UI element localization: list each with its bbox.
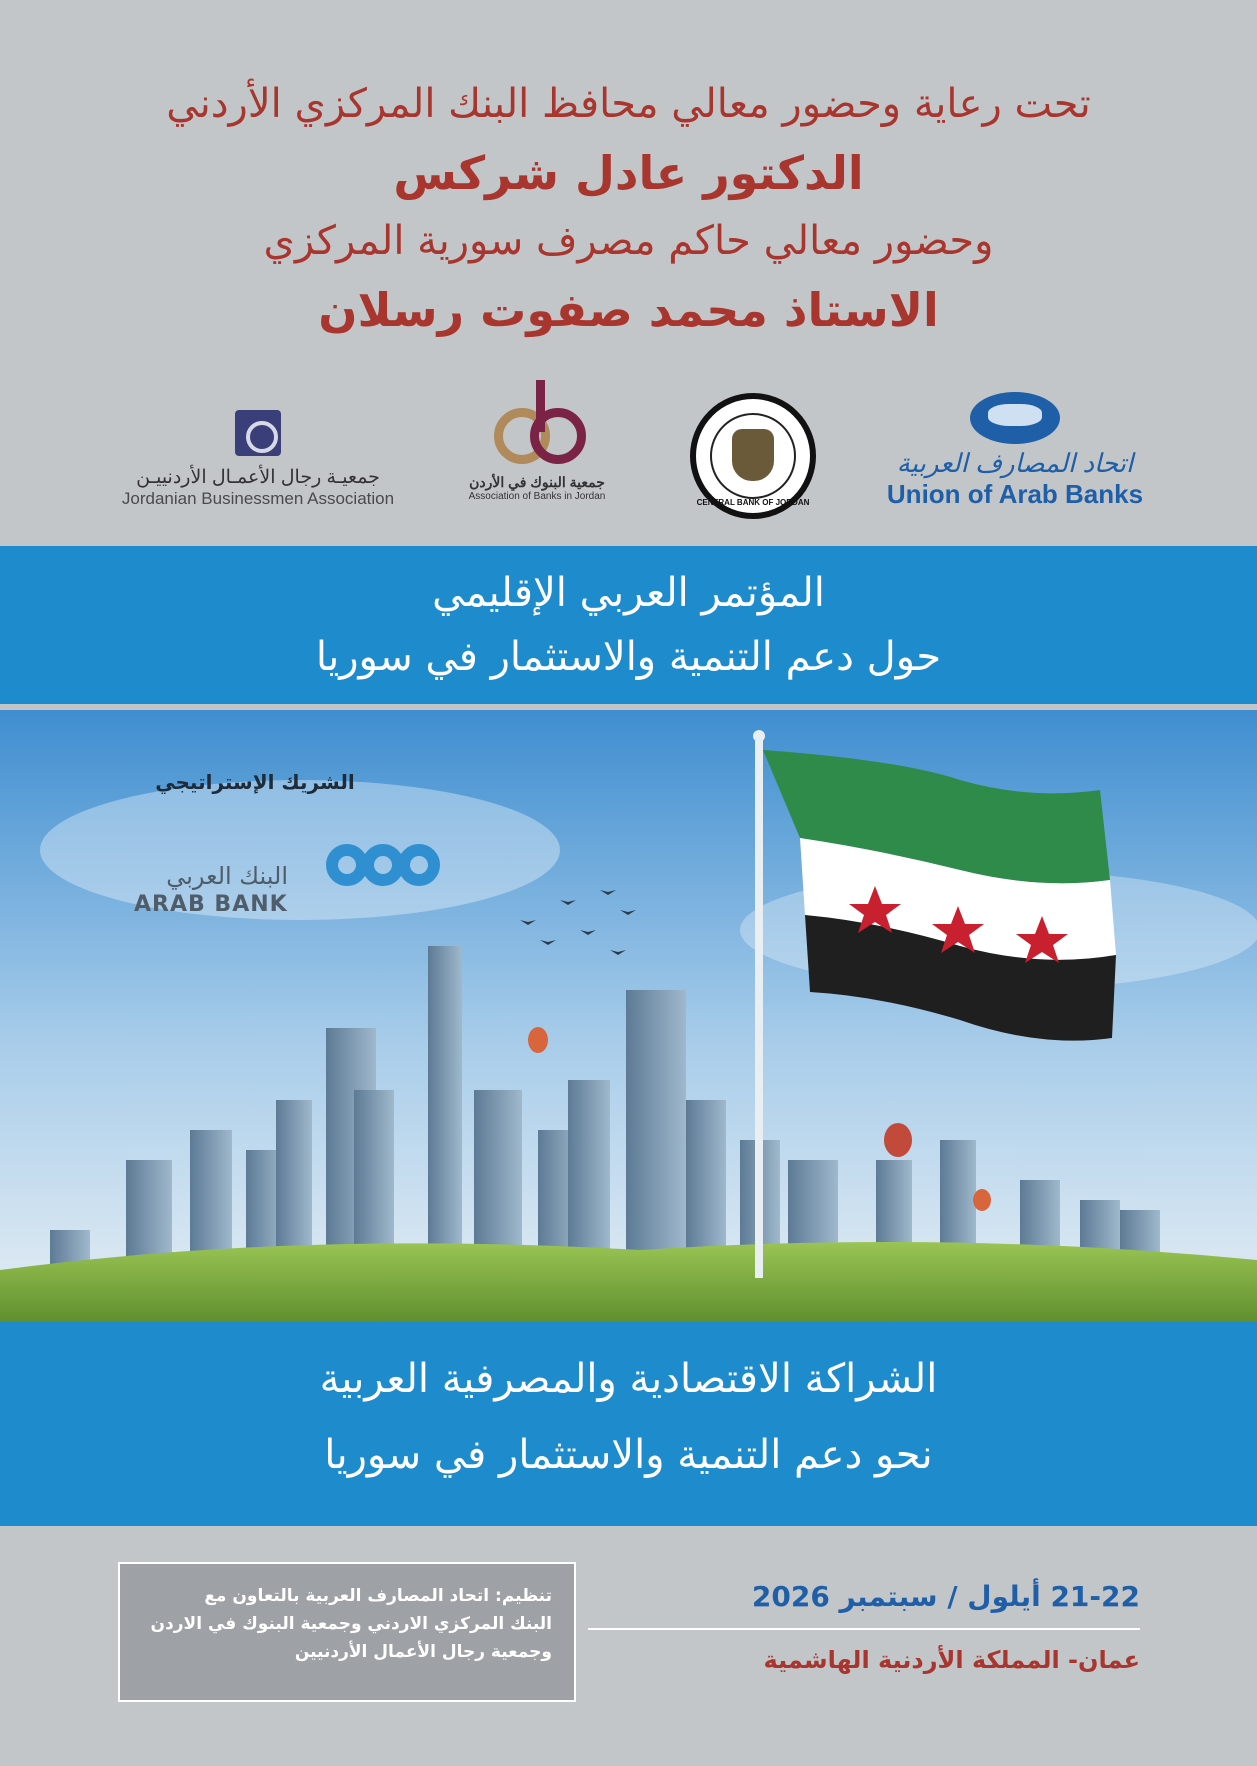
- jba-emblem-icon: [235, 410, 281, 456]
- organizers-box: [118, 1562, 576, 1702]
- footer-divider: [588, 1628, 1140, 1630]
- patronage-line-3: وحضور معالي حاكم مصرف سورية المركزي: [263, 218, 994, 265]
- uab-name-en: Union of Arab Banks: [886, 479, 1144, 509]
- patronage-line-1: تحت رعاية وحضور معالي محافظ البنك المركزي الأردني: [166, 81, 1091, 127]
- conference-title-band: [0, 546, 1257, 704]
- strategic-partner: [130, 770, 470, 917]
- governor-name: الدكتور عادل شركس: [393, 146, 864, 200]
- organizers-line-2: البنك المركزي الاردني وجمعية البنوك في الاردن: [150, 1614, 552, 1635]
- association-of-banks-logo: [452, 380, 622, 502]
- uab-emblem-icon: [970, 392, 1060, 444]
- theme-line-2: نحو دعم التنمية والاستثمار في سوريا: [324, 1432, 933, 1478]
- cbj-seal-text: CENTRAL BANK OF JORDAN: [696, 498, 810, 507]
- conference-title-line-1: المؤتمر العربي الإقليمي: [432, 570, 825, 616]
- patronage-header: [0, 80, 1257, 338]
- event-place: عمان- المملكة الأردنية الهاشمية: [763, 1646, 1140, 1674]
- syria-governor-name: الاستاذ محمد صفوت رسلان: [318, 283, 939, 338]
- organizers-line-1: تنظيم: اتحاد المصارف العربية بالتعاون مع: [204, 1586, 552, 1606]
- arab-bank-name-en: ARAB BANK: [134, 892, 288, 917]
- city-skyline-image: [0, 710, 1257, 1322]
- abj-name-en: Association of Banks in Jordan: [468, 491, 606, 502]
- theme-line-1: الشراكة الاقتصادية والمصرفية العربية: [319, 1356, 938, 1402]
- abj-name-ar: جمعية البنوك في الأردن: [469, 474, 605, 490]
- union-of-arab-banks-logo: [880, 392, 1150, 510]
- central-bank-of-jordan-seal: [690, 393, 816, 519]
- strategic-partner-label: الشريك الإستراتيجي: [155, 770, 355, 794]
- jba-name-ar: جمعيـة رجال الأعمـال الأردنييـن: [136, 467, 380, 488]
- theme-band: [0, 1322, 1257, 1526]
- conference-title-line-2: حول دعم التنمية والاستثمار في سوريا: [315, 634, 942, 680]
- organizers-line-3: وجمعية رجال الأعمال الأردنيين: [294, 1642, 552, 1663]
- jba-name-en: Jordanian Businessmen Association: [121, 489, 395, 508]
- crest-icon: [732, 429, 774, 481]
- uab-name-ar: اتحاد المصارف العربية: [896, 448, 1134, 478]
- event-date: 21-22 أيلول / سبتمبر 2026: [751, 1580, 1140, 1613]
- arab-bank-name-ar: البنك العربي: [166, 862, 288, 890]
- abj-emblem-icon: [482, 380, 592, 470]
- jordanian-businessmen-association-logo: [118, 410, 398, 509]
- city-flag-illustration: [0, 710, 1257, 1322]
